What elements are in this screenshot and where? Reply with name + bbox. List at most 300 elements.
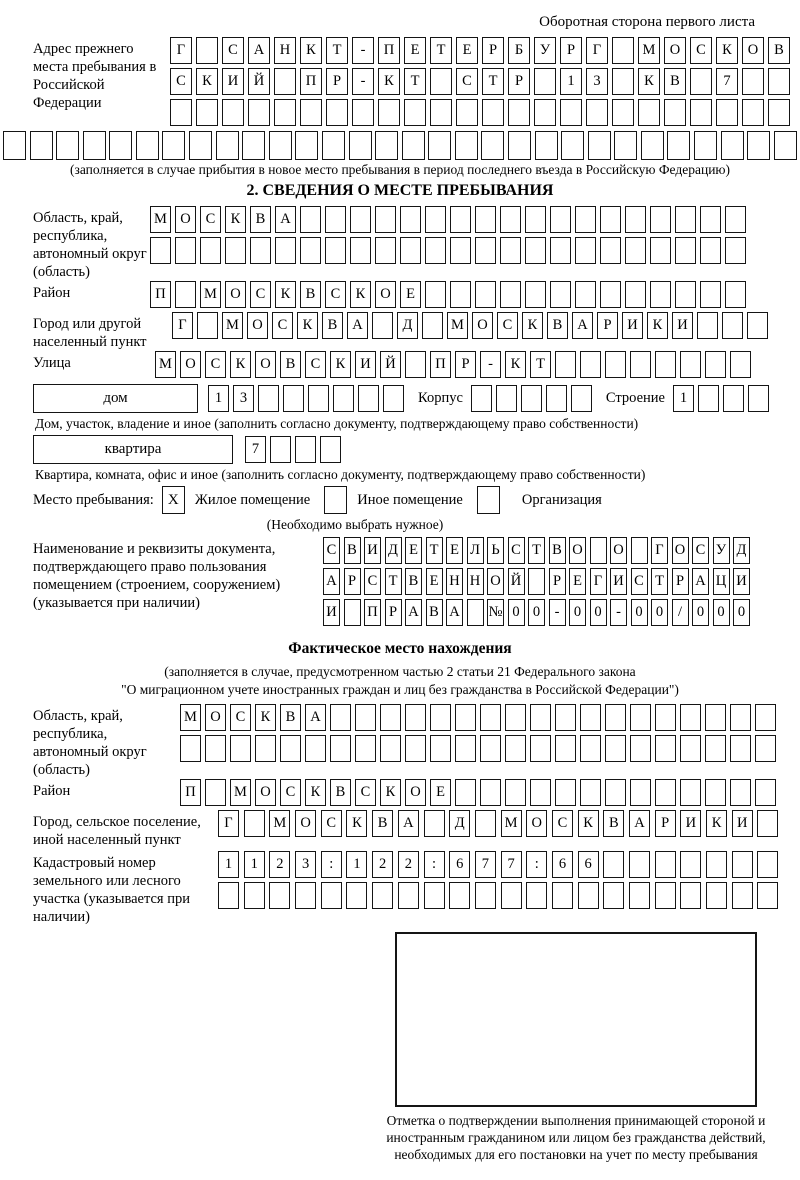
char-box[interactable]: И	[610, 568, 627, 595]
char-box[interactable]	[258, 385, 279, 412]
char-box[interactable]	[697, 312, 718, 339]
char-box[interactable]	[630, 704, 651, 731]
char-box[interactable]: А	[248, 37, 270, 64]
char-box[interactable]	[747, 131, 770, 160]
char-box[interactable]: 0	[569, 599, 586, 626]
char-box[interactable]: Й	[508, 568, 525, 595]
char-box[interactable]: -	[549, 599, 566, 626]
char-box[interactable]	[603, 882, 624, 909]
char-box[interactable]	[372, 312, 393, 339]
char-box[interactable]	[694, 131, 717, 160]
char-box[interactable]: Б	[508, 37, 530, 64]
char-box[interactable]: А	[347, 312, 368, 339]
char-box[interactable]	[508, 131, 531, 160]
char-box[interactable]: Н	[467, 568, 484, 595]
char-box[interactable]: Й	[248, 68, 270, 95]
char-box[interactable]	[525, 237, 546, 264]
char-box[interactable]	[534, 68, 556, 95]
char-box[interactable]	[705, 779, 726, 806]
char-box[interactable]	[170, 99, 192, 126]
char-box[interactable]: В	[322, 312, 343, 339]
char-box[interactable]	[325, 206, 346, 233]
char-box[interactable]	[612, 68, 634, 95]
char-box[interactable]: П	[300, 68, 322, 95]
char-box[interactable]: Т	[530, 351, 551, 378]
char-box[interactable]: Н	[446, 568, 463, 595]
char-box[interactable]: К	[350, 281, 371, 308]
stay-type-checkbox-residential[interactable]: X	[162, 486, 185, 514]
char-box[interactable]: С	[631, 568, 648, 595]
char-box[interactable]: Р	[385, 599, 402, 626]
char-box[interactable]	[400, 237, 421, 264]
char-box[interactable]	[600, 206, 621, 233]
char-box[interactable]	[225, 237, 246, 264]
char-box[interactable]	[748, 385, 769, 412]
char-box[interactable]: 2	[372, 851, 393, 878]
char-box[interactable]	[722, 312, 743, 339]
char-box[interactable]: С	[456, 68, 478, 95]
char-box[interactable]: И	[733, 568, 750, 595]
char-box[interactable]: А	[305, 704, 326, 731]
char-box[interactable]	[346, 882, 367, 909]
char-box[interactable]: 0	[590, 599, 607, 626]
char-box[interactable]: С	[205, 351, 226, 378]
char-box[interactable]	[725, 206, 746, 233]
char-box[interactable]	[755, 735, 776, 762]
char-box[interactable]	[605, 735, 626, 762]
char-box[interactable]	[456, 99, 478, 126]
char-box[interactable]	[612, 99, 634, 126]
char-box[interactable]: П	[364, 599, 381, 626]
char-box[interactable]: С	[323, 537, 340, 564]
char-box[interactable]: :	[526, 851, 547, 878]
char-box[interactable]: Т	[385, 568, 402, 595]
char-box[interactable]	[375, 237, 396, 264]
char-box[interactable]	[501, 882, 522, 909]
char-box[interactable]	[83, 131, 106, 160]
char-box[interactable]	[189, 131, 212, 160]
char-box[interactable]: Е	[456, 37, 478, 64]
char-box[interactable]: 7	[245, 436, 266, 463]
char-box[interactable]	[525, 206, 546, 233]
char-box[interactable]: К	[300, 37, 322, 64]
char-box[interactable]	[197, 312, 218, 339]
char-box[interactable]: К	[305, 779, 326, 806]
char-box[interactable]	[358, 385, 379, 412]
char-box[interactable]	[500, 206, 521, 233]
char-box[interactable]	[175, 237, 196, 264]
char-box[interactable]	[162, 131, 185, 160]
char-box[interactable]: А	[275, 206, 296, 233]
char-box[interactable]: М	[180, 704, 201, 731]
char-box[interactable]	[768, 68, 790, 95]
char-box[interactable]	[270, 436, 291, 463]
char-box[interactable]: 3	[586, 68, 608, 95]
char-box[interactable]	[424, 882, 445, 909]
char-box[interactable]: В	[250, 206, 271, 233]
char-box[interactable]: 1	[208, 385, 229, 412]
char-box[interactable]: А	[398, 810, 419, 837]
char-box[interactable]: 0	[631, 599, 648, 626]
char-box[interactable]	[404, 99, 426, 126]
char-box[interactable]	[530, 779, 551, 806]
char-box[interactable]	[580, 704, 601, 731]
char-box[interactable]: Е	[404, 37, 426, 64]
char-box[interactable]	[330, 735, 351, 762]
char-box[interactable]	[500, 237, 521, 264]
char-box[interactable]: У	[534, 37, 556, 64]
char-box[interactable]	[405, 735, 426, 762]
char-box[interactable]: Г	[651, 537, 668, 564]
char-box[interactable]	[480, 779, 501, 806]
char-box[interactable]: М	[230, 779, 251, 806]
char-box[interactable]	[450, 281, 471, 308]
char-box[interactable]	[680, 351, 701, 378]
char-box[interactable]	[320, 436, 341, 463]
char-box[interactable]: 7	[501, 851, 522, 878]
char-box[interactable]: Е	[569, 568, 586, 595]
char-box[interactable]	[450, 206, 471, 233]
char-box[interactable]	[732, 851, 753, 878]
char-box[interactable]	[274, 68, 296, 95]
char-box[interactable]	[200, 237, 221, 264]
char-box[interactable]	[269, 882, 290, 909]
char-box[interactable]: С	[355, 779, 376, 806]
char-box[interactable]: М	[447, 312, 468, 339]
char-box[interactable]: 3	[295, 851, 316, 878]
char-box[interactable]: К	[647, 312, 668, 339]
char-box[interactable]	[605, 779, 626, 806]
char-box[interactable]: И	[622, 312, 643, 339]
char-box[interactable]	[378, 99, 400, 126]
char-box[interactable]: К	[196, 68, 218, 95]
char-box[interactable]: О	[610, 537, 627, 564]
char-box[interactable]	[430, 735, 451, 762]
char-box[interactable]	[730, 351, 751, 378]
char-box[interactable]	[614, 131, 637, 160]
char-box[interactable]: А	[692, 568, 709, 595]
char-box[interactable]: К	[275, 281, 296, 308]
char-box[interactable]	[136, 131, 159, 160]
char-box[interactable]: Ь	[487, 537, 504, 564]
char-box[interactable]: К	[505, 351, 526, 378]
char-box[interactable]	[625, 281, 646, 308]
char-box[interactable]	[725, 281, 746, 308]
char-box[interactable]	[425, 237, 446, 264]
char-box[interactable]	[534, 99, 556, 126]
char-box[interactable]: 7	[475, 851, 496, 878]
char-box[interactable]	[380, 704, 401, 731]
char-box[interactable]	[680, 851, 701, 878]
char-box[interactable]: И	[364, 537, 381, 564]
char-box[interactable]: 6	[578, 851, 599, 878]
char-box[interactable]	[372, 882, 393, 909]
char-box[interactable]: С	[508, 537, 525, 564]
char-box[interactable]	[588, 131, 611, 160]
char-box[interactable]	[730, 735, 751, 762]
char-box[interactable]	[430, 68, 452, 95]
char-box[interactable]: -	[610, 599, 627, 626]
char-box[interactable]	[725, 237, 746, 264]
char-box[interactable]: О	[295, 810, 316, 837]
char-box[interactable]	[650, 237, 671, 264]
char-box[interactable]: Р	[672, 568, 689, 595]
char-box[interactable]: И	[355, 351, 376, 378]
char-box[interactable]	[680, 882, 701, 909]
char-box[interactable]	[664, 99, 686, 126]
char-box[interactable]: Т	[326, 37, 348, 64]
char-box[interactable]	[3, 131, 26, 160]
char-box[interactable]: 1	[560, 68, 582, 95]
stay-type-checkbox-other[interactable]	[324, 486, 347, 514]
char-box[interactable]	[350, 237, 371, 264]
char-box[interactable]: К	[225, 206, 246, 233]
char-box[interactable]	[295, 131, 318, 160]
char-box[interactable]	[612, 37, 634, 64]
char-box[interactable]	[349, 131, 372, 160]
char-box[interactable]: К	[230, 351, 251, 378]
char-box[interactable]: Г	[170, 37, 192, 64]
char-box[interactable]	[575, 237, 596, 264]
char-box[interactable]	[680, 779, 701, 806]
char-box[interactable]	[705, 351, 726, 378]
char-box[interactable]: К	[330, 351, 351, 378]
char-box[interactable]	[475, 237, 496, 264]
char-box[interactable]: Д	[385, 537, 402, 564]
char-box[interactable]: К	[578, 810, 599, 837]
char-box[interactable]: Р	[482, 37, 504, 64]
char-box[interactable]	[205, 735, 226, 762]
char-box[interactable]	[505, 779, 526, 806]
char-box[interactable]: 2	[269, 851, 290, 878]
char-box[interactable]	[196, 99, 218, 126]
char-box[interactable]	[605, 351, 626, 378]
char-box[interactable]: В	[603, 810, 624, 837]
char-box[interactable]: П	[378, 37, 400, 64]
char-box[interactable]	[650, 281, 671, 308]
char-box[interactable]	[667, 131, 690, 160]
char-box[interactable]	[375, 131, 398, 160]
char-box[interactable]: /	[672, 599, 689, 626]
char-box[interactable]	[295, 882, 316, 909]
char-box[interactable]	[706, 851, 727, 878]
char-box[interactable]	[482, 99, 504, 126]
char-box[interactable]: 1	[673, 385, 694, 412]
char-box[interactable]	[205, 779, 226, 806]
char-box[interactable]: Е	[400, 281, 421, 308]
char-box[interactable]: Е	[446, 537, 463, 564]
char-box[interactable]: М	[150, 206, 171, 233]
char-box[interactable]: 1	[218, 851, 239, 878]
char-box[interactable]	[774, 131, 797, 160]
char-box[interactable]	[344, 599, 361, 626]
char-box[interactable]: О	[487, 568, 504, 595]
char-box[interactable]	[560, 99, 582, 126]
char-box[interactable]	[629, 882, 650, 909]
char-box[interactable]: 7	[716, 68, 738, 95]
char-box[interactable]	[330, 704, 351, 731]
char-box[interactable]	[757, 882, 778, 909]
char-box[interactable]	[625, 237, 646, 264]
char-box[interactable]	[424, 810, 445, 837]
char-box[interactable]: О	[742, 37, 764, 64]
char-box[interactable]: 0	[528, 599, 545, 626]
char-box[interactable]: Е	[405, 537, 422, 564]
char-box[interactable]: М	[501, 810, 522, 837]
char-box[interactable]	[305, 735, 326, 762]
char-box[interactable]: Т	[430, 37, 452, 64]
char-box[interactable]	[333, 385, 354, 412]
char-box[interactable]	[561, 131, 584, 160]
char-box[interactable]	[455, 735, 476, 762]
char-box[interactable]	[480, 704, 501, 731]
char-box[interactable]	[250, 237, 271, 264]
char-box[interactable]	[218, 882, 239, 909]
char-box[interactable]	[505, 704, 526, 731]
char-box[interactable]: Ц	[713, 568, 730, 595]
char-box[interactable]: 0	[651, 599, 668, 626]
char-box[interactable]: О	[569, 537, 586, 564]
char-box[interactable]: С	[272, 312, 293, 339]
char-box[interactable]	[455, 704, 476, 731]
char-box[interactable]	[430, 704, 451, 731]
char-box[interactable]: 6	[552, 851, 573, 878]
char-box[interactable]: С	[364, 568, 381, 595]
char-box[interactable]	[600, 237, 621, 264]
char-box[interactable]	[505, 735, 526, 762]
char-box[interactable]	[680, 735, 701, 762]
char-box[interactable]	[244, 882, 265, 909]
char-box[interactable]	[655, 851, 676, 878]
char-box[interactable]: К	[716, 37, 738, 64]
char-box[interactable]: С	[200, 206, 221, 233]
char-box[interactable]	[528, 568, 545, 595]
char-box[interactable]	[575, 206, 596, 233]
char-box[interactable]	[768, 99, 790, 126]
char-box[interactable]	[757, 851, 778, 878]
char-box[interactable]	[700, 206, 721, 233]
char-box[interactable]: В	[547, 312, 568, 339]
char-box[interactable]	[571, 385, 592, 412]
char-box[interactable]: В	[330, 779, 351, 806]
char-box[interactable]: В	[768, 37, 790, 64]
char-box[interactable]: С	[230, 704, 251, 731]
char-box[interactable]	[575, 281, 596, 308]
char-box[interactable]: К	[297, 312, 318, 339]
char-box[interactable]: О	[225, 281, 246, 308]
char-box[interactable]: Р	[597, 312, 618, 339]
char-box[interactable]: 3	[233, 385, 254, 412]
char-box[interactable]	[690, 99, 712, 126]
char-box[interactable]	[283, 385, 304, 412]
char-box[interactable]	[449, 882, 470, 909]
char-box[interactable]	[705, 704, 726, 731]
char-box[interactable]: О	[255, 351, 276, 378]
char-box[interactable]	[350, 206, 371, 233]
char-box[interactable]: Е	[426, 568, 443, 595]
char-box[interactable]: О	[375, 281, 396, 308]
char-box[interactable]	[586, 99, 608, 126]
char-box[interactable]	[555, 735, 576, 762]
char-box[interactable]: В	[549, 537, 566, 564]
char-box[interactable]	[450, 237, 471, 264]
char-box[interactable]	[625, 206, 646, 233]
char-box[interactable]: В	[280, 704, 301, 731]
char-box[interactable]	[552, 882, 573, 909]
char-box[interactable]	[300, 237, 321, 264]
char-box[interactable]: М	[200, 281, 221, 308]
char-box[interactable]: О	[180, 351, 201, 378]
char-box[interactable]: К	[378, 68, 400, 95]
char-box[interactable]: К	[255, 704, 276, 731]
char-box[interactable]	[600, 281, 621, 308]
char-box[interactable]	[675, 281, 696, 308]
char-box[interactable]	[216, 131, 239, 160]
char-box[interactable]	[428, 131, 451, 160]
char-box[interactable]: С	[222, 37, 244, 64]
char-box[interactable]	[475, 206, 496, 233]
char-box[interactable]: У	[713, 537, 730, 564]
char-box[interactable]: К	[346, 810, 367, 837]
char-box[interactable]	[755, 779, 776, 806]
char-box[interactable]: О	[472, 312, 493, 339]
char-box[interactable]: И	[672, 312, 693, 339]
char-box[interactable]	[580, 735, 601, 762]
char-box[interactable]	[546, 385, 567, 412]
char-box[interactable]: Д	[449, 810, 470, 837]
char-box[interactable]	[700, 237, 721, 264]
char-box[interactable]: М	[222, 312, 243, 339]
char-box[interactable]: Т	[404, 68, 426, 95]
char-box[interactable]	[180, 735, 201, 762]
char-box[interactable]: О	[247, 312, 268, 339]
char-box[interactable]	[400, 206, 421, 233]
char-box[interactable]	[300, 206, 321, 233]
char-box[interactable]: М	[638, 37, 660, 64]
char-box[interactable]: С	[305, 351, 326, 378]
char-box[interactable]	[605, 704, 626, 731]
char-box[interactable]	[638, 99, 660, 126]
char-box[interactable]	[455, 779, 476, 806]
char-box[interactable]	[550, 237, 571, 264]
char-box[interactable]: Р	[344, 568, 361, 595]
char-box[interactable]	[275, 237, 296, 264]
char-box[interactable]	[590, 537, 607, 564]
char-box[interactable]: П	[150, 281, 171, 308]
char-box[interactable]: 2	[398, 851, 419, 878]
char-box[interactable]	[530, 735, 551, 762]
char-box[interactable]	[655, 704, 676, 731]
char-box[interactable]: Д	[397, 312, 418, 339]
char-box[interactable]: О	[255, 779, 276, 806]
char-box[interactable]: Р	[455, 351, 476, 378]
char-box[interactable]	[630, 779, 651, 806]
char-box[interactable]	[535, 131, 558, 160]
char-box[interactable]	[500, 281, 521, 308]
char-box[interactable]	[698, 385, 719, 412]
char-box[interactable]: С	[170, 68, 192, 95]
char-box[interactable]	[280, 735, 301, 762]
char-box[interactable]	[730, 779, 751, 806]
char-box[interactable]: Г	[218, 810, 239, 837]
char-box[interactable]	[521, 385, 542, 412]
char-box[interactable]: Н	[274, 37, 296, 64]
char-box[interactable]	[326, 99, 348, 126]
char-box[interactable]	[655, 779, 676, 806]
char-box[interactable]: 0	[508, 599, 525, 626]
char-box[interactable]: 1	[346, 851, 367, 878]
char-box[interactable]: А	[629, 810, 650, 837]
